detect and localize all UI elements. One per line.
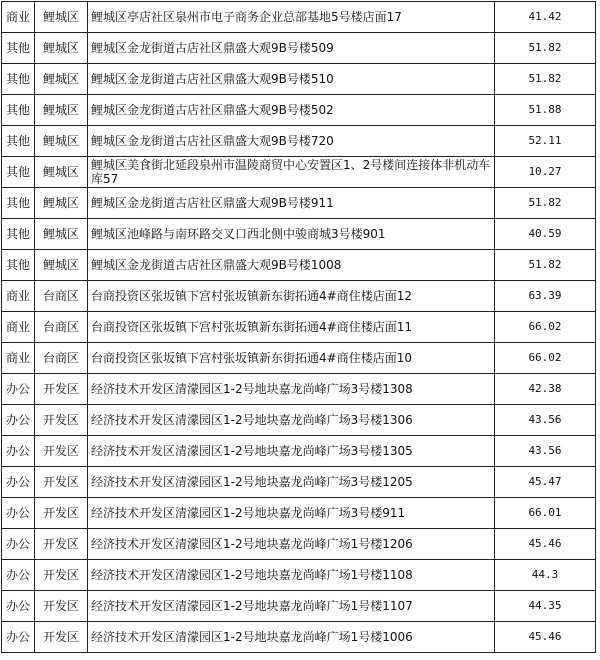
- table-row: [2, 529, 596, 560]
- table-row: [2, 498, 596, 529]
- usage-type-cell: 办公: [2, 405, 35, 436]
- area-cell: 44.3: [495, 560, 596, 591]
- table-row: [2, 281, 596, 312]
- usage-type-cell: 商业: [2, 2, 35, 33]
- usage-type-cell: 商业: [2, 281, 35, 312]
- property-listing-table: [1, 1, 596, 653]
- area-cell: 44.35: [495, 591, 596, 622]
- area-cell: 51.88: [495, 95, 596, 126]
- table-row: [2, 467, 596, 498]
- address-cell: 经济技术开发区清濛园区1-2号地块嘉龙尚峰广场1号楼1006: [88, 622, 495, 653]
- address-cell: 台商投资区张坂镇下宫村张坂镇新东街拓通4#商住楼店面11: [88, 312, 495, 343]
- usage-type-cell: 办公: [2, 622, 35, 653]
- usage-type-cell: 其他: [2, 188, 35, 219]
- district-cell: 鲤城区: [35, 33, 88, 64]
- table-row: [2, 2, 596, 33]
- district-cell: 鲤城区: [35, 188, 88, 219]
- usage-type-cell: 办公: [2, 560, 35, 591]
- table-row: [2, 33, 596, 64]
- address-cell: 鲤城区池峰路与南环路交叉口西北侧中骏商城3号楼901: [88, 219, 495, 250]
- usage-type-cell: 其他: [2, 157, 35, 188]
- district-cell: 鲤城区: [35, 95, 88, 126]
- district-cell: 鲤城区: [35, 126, 88, 157]
- table-row: [2, 622, 596, 653]
- address-cell: 经济技术开发区清濛园区1-2号地块嘉龙尚峰广场3号楼1306: [88, 405, 495, 436]
- address-cell: 鲤城区金龙街道古店社区鼎盛大观9B号楼911: [88, 188, 495, 219]
- area-cell: 66.02: [495, 312, 596, 343]
- area-cell: 40.59: [495, 219, 596, 250]
- usage-type-cell: 其他: [2, 64, 35, 95]
- district-cell: 开发区: [35, 622, 88, 653]
- district-cell: 鲤城区: [35, 219, 88, 250]
- usage-type-cell: 其他: [2, 250, 35, 281]
- address-cell: 经济技术开发区清濛园区1-2号地块嘉龙尚峰广场3号楼1305: [88, 436, 495, 467]
- table-row: [2, 436, 596, 467]
- address-cell: 鲤城区美食街北延段泉州市温陵商贸中心安置区1、2号楼间连接体非机动车库57: [88, 157, 495, 188]
- area-cell: 10.27: [495, 157, 596, 188]
- district-cell: 鲤城区: [35, 157, 88, 188]
- address-cell: 台商投资区张坂镇下宫村张坂镇新东街拓通4#商住楼店面12: [88, 281, 495, 312]
- area-cell: 41.42: [495, 2, 596, 33]
- table-row: [2, 374, 596, 405]
- area-cell: 43.56: [495, 405, 596, 436]
- area-cell: 51.82: [495, 250, 596, 281]
- district-cell: 台商区: [35, 343, 88, 374]
- table-row: [2, 126, 596, 157]
- district-cell: 开发区: [35, 436, 88, 467]
- table-body: [2, 2, 596, 653]
- usage-type-cell: 办公: [2, 467, 35, 498]
- table-row: [2, 343, 596, 374]
- usage-type-cell: 其他: [2, 95, 35, 126]
- district-cell: 开发区: [35, 374, 88, 405]
- table-row: [2, 188, 596, 219]
- usage-type-cell: 办公: [2, 498, 35, 529]
- district-cell: 开发区: [35, 591, 88, 622]
- usage-type-cell: 其他: [2, 126, 35, 157]
- district-cell: 台商区: [35, 281, 88, 312]
- address-cell: 鲤城区金龙街道古店社区鼎盛大观9B号楼720: [88, 126, 495, 157]
- district-cell: 开发区: [35, 467, 88, 498]
- table-row: [2, 219, 596, 250]
- address-cell: 鲤城区金龙街道古店社区鼎盛大观9B号楼502: [88, 95, 495, 126]
- area-cell: 66.02: [495, 343, 596, 374]
- area-cell: 63.39: [495, 281, 596, 312]
- table-row: [2, 591, 596, 622]
- district-cell: 开发区: [35, 529, 88, 560]
- usage-type-cell: 商业: [2, 343, 35, 374]
- address-cell: 经济技术开发区清濛园区1-2号地块嘉龙尚峰广场1号楼1107: [88, 591, 495, 622]
- area-cell: 45.46: [495, 622, 596, 653]
- area-cell: 52.11: [495, 126, 596, 157]
- district-cell: 开发区: [35, 405, 88, 436]
- table-row: [2, 312, 596, 343]
- area-cell: 66.01: [495, 498, 596, 529]
- address-cell: 经济技术开发区清濛园区1-2号地块嘉龙尚峰广场1号楼1206: [88, 529, 495, 560]
- usage-type-cell: 办公: [2, 591, 35, 622]
- area-cell: 51.82: [495, 64, 596, 95]
- address-cell: 鲤城区金龙街道古店社区鼎盛大观9B号楼1008: [88, 250, 495, 281]
- table-row: [2, 95, 596, 126]
- address-cell: 经济技术开发区清濛园区1-2号地块嘉龙尚峰广场3号楼911: [88, 498, 495, 529]
- address-cell: 鲤城区亭店社区泉州市电子商务企业总部基地5号楼店面17: [88, 2, 495, 33]
- usage-type-cell: 办公: [2, 374, 35, 405]
- usage-type-cell: 其他: [2, 219, 35, 250]
- address-cell: 台商投资区张坂镇下宫村张坂镇新东街拓通4#商住楼店面10: [88, 343, 495, 374]
- table-row: [2, 560, 596, 591]
- address-cell: 鲤城区金龙街道古店社区鼎盛大观9B号楼510: [88, 64, 495, 95]
- address-cell: 经济技术开发区清濛园区1-2号地块嘉龙尚峰广场3号楼1308: [88, 374, 495, 405]
- usage-type-cell: 办公: [2, 436, 35, 467]
- usage-type-cell: 其他: [2, 33, 35, 64]
- table-row: [2, 64, 596, 95]
- district-cell: 开发区: [35, 498, 88, 529]
- area-cell: 43.56: [495, 436, 596, 467]
- area-cell: 45.46: [495, 529, 596, 560]
- area-cell: 51.82: [495, 188, 596, 219]
- usage-type-cell: 商业: [2, 312, 35, 343]
- district-cell: 鲤城区: [35, 64, 88, 95]
- table-row: [2, 157, 596, 188]
- district-cell: 开发区: [35, 560, 88, 591]
- area-cell: 51.82: [495, 33, 596, 64]
- district-cell: 台商区: [35, 312, 88, 343]
- area-cell: 42.38: [495, 374, 596, 405]
- district-cell: 鲤城区: [35, 250, 88, 281]
- table-row: [2, 405, 596, 436]
- area-cell: 45.47: [495, 467, 596, 498]
- usage-type-cell: 办公: [2, 529, 35, 560]
- address-cell: 经济技术开发区清濛园区1-2号地块嘉龙尚峰广场3号楼1205: [88, 467, 495, 498]
- address-cell: 经济技术开发区清濛园区1-2号地块嘉龙尚峰广场1号楼1108: [88, 560, 495, 591]
- table-row: [2, 250, 596, 281]
- district-cell: 鲤城区: [35, 2, 88, 33]
- address-cell: 鲤城区金龙街道古店社区鼎盛大观9B号楼509: [88, 33, 495, 64]
